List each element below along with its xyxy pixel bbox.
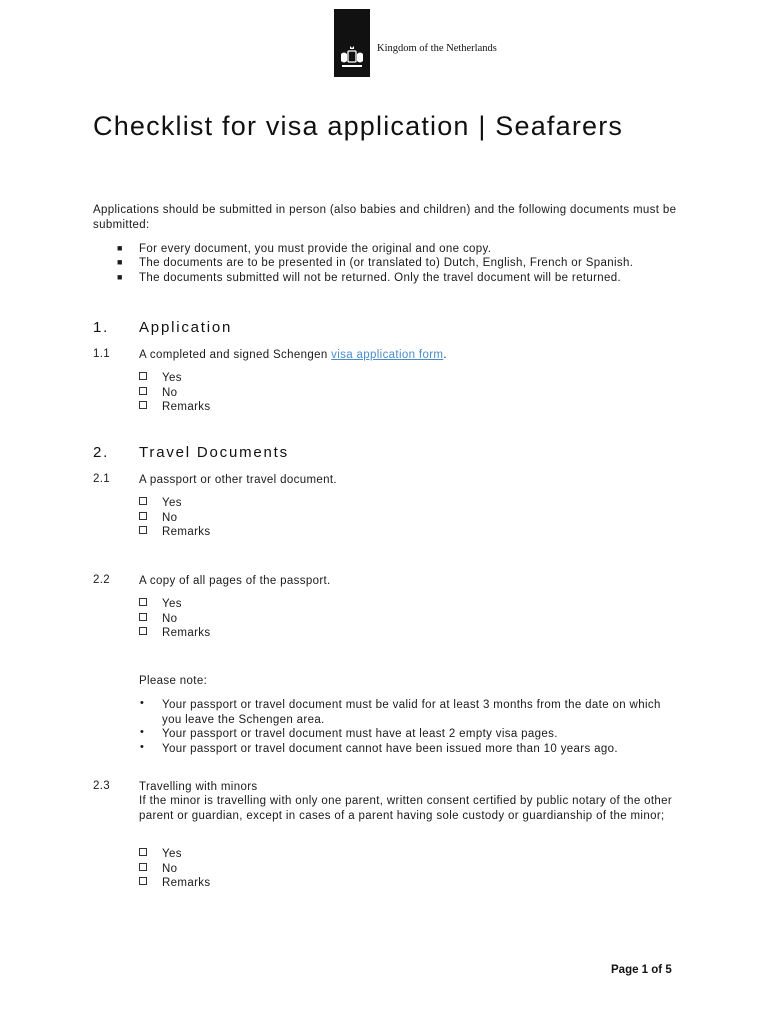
bullet-icon: • (140, 741, 144, 753)
note-bullet: Your passport or travel document must be valid for at least 3 months from the date on which you leave the Schengen area. (162, 699, 661, 726)
checkbox-icon[interactable] (139, 526, 147, 534)
checkbox-icon[interactable] (139, 863, 147, 871)
checkbox-label: Yes (162, 848, 182, 860)
item-number: 2.2 (93, 574, 111, 586)
checkbox-remarks[interactable] (139, 626, 210, 641)
checkbox-label: Remarks (162, 877, 211, 889)
item-number: 2.1 (93, 473, 111, 485)
checkbox-label: No (162, 613, 178, 625)
checkbox-yes[interactable] (139, 847, 182, 862)
item-text: Travelling with minors (139, 781, 258, 793)
coat-of-arms-icon (339, 45, 365, 71)
checkbox-icon[interactable] (139, 877, 147, 885)
checkbox-icon[interactable] (139, 401, 147, 409)
bullet-icon: • (140, 726, 144, 738)
checkbox-icon[interactable] (139, 598, 147, 606)
note-bullet: Your passport or travel document cannot have been issued more than 10 years ago. (162, 743, 618, 755)
section-title: Travel Documents (139, 444, 289, 461)
checkbox-no[interactable] (139, 511, 177, 526)
checkbox-remarks[interactable] (139, 400, 210, 415)
checkbox-label: Yes (162, 598, 182, 610)
checkbox-icon[interactable] (139, 497, 147, 505)
note-bullet: Your passport or travel document must have at least 2 empty visa pages. (162, 728, 558, 740)
checkbox-no[interactable] (139, 862, 177, 877)
checkbox-yes[interactable] (139, 496, 182, 511)
item-number: 2.3 (93, 780, 111, 792)
checkbox-icon[interactable] (139, 387, 147, 395)
coat-of-arms-logo (334, 9, 370, 77)
section-number: 2. (93, 444, 110, 461)
intro-bullet: The documents are to be presented in (or translated to) Dutch, English, French or Spanish. (139, 257, 634, 269)
square-bullet-icon: ■ (117, 257, 123, 267)
checkbox-icon[interactable] (139, 512, 147, 520)
item-detail: If the minor is travelling with only one parent, written consent certified by public notary of the other parent or guardian, except in cases of a parent having sole custody or guardianship of the minor; (139, 795, 673, 822)
checkbox-no[interactable] (139, 386, 177, 401)
checkbox-label: Yes (162, 372, 182, 384)
square-bullet-icon: ■ (117, 243, 123, 253)
checkbox-yes[interactable] (139, 597, 182, 612)
checkbox-label: Remarks (162, 526, 211, 538)
checkbox-remarks[interactable] (139, 876, 210, 891)
checkbox-icon[interactable] (139, 627, 147, 635)
item-number: 1.1 (93, 348, 111, 360)
checkbox-label: Remarks (162, 401, 211, 413)
checkbox-label: Remarks (162, 627, 211, 639)
bullet-icon: • (140, 697, 144, 709)
org-name: Kingdom of the Netherlands (377, 43, 497, 54)
intro-bullet: The documents submitted will not be returned. Only the travel document will be returned. (139, 272, 622, 284)
checkbox-no[interactable] (139, 612, 177, 627)
item-text-part: . (443, 349, 447, 361)
checkbox-label: No (162, 387, 178, 399)
page-number: Page 1 of 5 (611, 964, 672, 976)
checkbox-label: No (162, 863, 178, 875)
section-title: Application (139, 319, 233, 336)
checkbox-remarks[interactable] (139, 525, 210, 540)
checkbox-yes[interactable] (139, 371, 182, 386)
visa-application-form-link[interactable]: visa application form (331, 349, 444, 361)
item-text (139, 348, 447, 363)
item-text-part: A completed and signed Schengen (139, 349, 332, 361)
page-title: Checklist for visa application | Seafarers (93, 111, 624, 141)
square-bullet-icon: ■ (117, 272, 123, 282)
intro-text: Applications should be submitted in person (also babies and children) and the following documents must be submitted: (93, 204, 677, 231)
item-text: A copy of all pages of the passport. (139, 575, 331, 587)
checkbox-icon[interactable] (139, 372, 147, 380)
note-label: Please note: (139, 675, 208, 687)
checkbox-label: No (162, 512, 178, 524)
item-text: A passport or other travel document. (139, 474, 337, 486)
checkbox-label: Yes (162, 497, 182, 509)
checkbox-icon[interactable] (139, 848, 147, 856)
intro-bullet: For every document, you must provide the original and one copy. (139, 243, 492, 255)
checkbox-icon[interactable] (139, 613, 147, 621)
section-number: 1. (93, 319, 110, 336)
